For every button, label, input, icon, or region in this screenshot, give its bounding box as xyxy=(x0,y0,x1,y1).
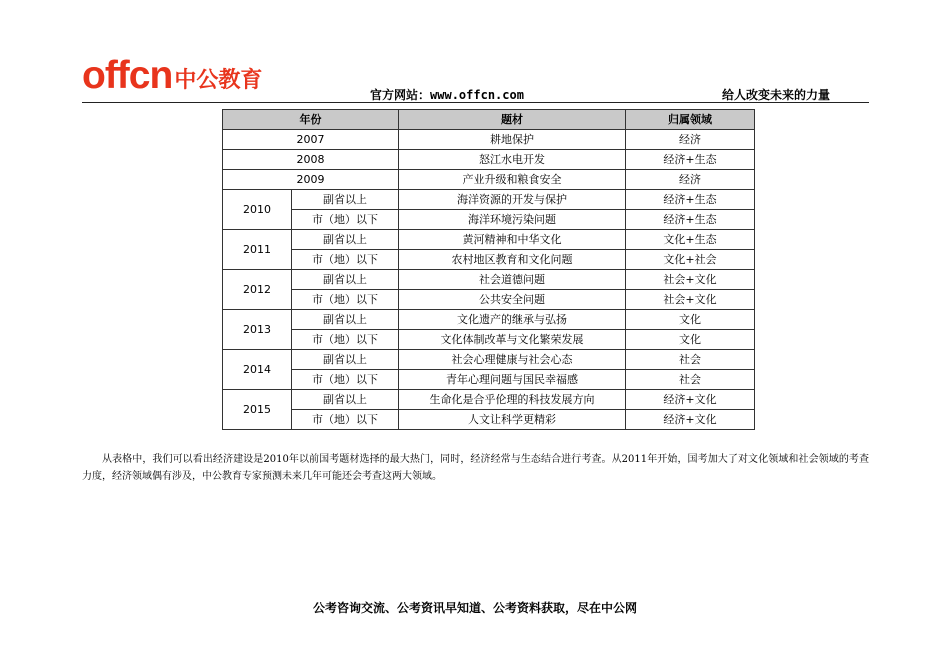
topic-cell: 文化遗产的继承与弘扬 xyxy=(399,310,626,330)
domain-cell: 经济 xyxy=(626,170,755,190)
header-topic: 题材 xyxy=(399,110,626,130)
table-row xyxy=(223,150,755,170)
topic-cell: 公共安全问题 xyxy=(399,290,626,310)
level-cell: 市（地）以下 xyxy=(292,210,399,230)
domain-cell: 经济+生态 xyxy=(626,150,755,170)
domain-cell: 社会 xyxy=(626,370,755,390)
level-cell: 市（地）以下 xyxy=(292,250,399,270)
header-slogan: 给人改变未来的力量 xyxy=(721,88,830,102)
year-cell: 2015 xyxy=(223,390,292,430)
footer-tagline: 公考咨询交流、公考资讯早知道、公考资料获取，尽在中公网 xyxy=(312,601,637,615)
domain-cell: 经济+文化 xyxy=(626,410,755,430)
exam-topics-table xyxy=(222,109,755,430)
level-cell: 副省以上 xyxy=(292,390,399,410)
level-cell: 市（地）以下 xyxy=(292,410,399,430)
site-label: 官方网站： xyxy=(370,88,431,102)
domain-cell: 经济+生态 xyxy=(626,190,755,210)
level-cell: 副省以上 xyxy=(292,350,399,370)
topic-cell: 社会心理健康与社会心态 xyxy=(399,350,626,370)
logo-latin-text: offcn xyxy=(82,54,173,97)
table-row xyxy=(223,170,755,190)
table-row xyxy=(223,210,755,230)
domain-cell: 社会 xyxy=(626,350,755,370)
domain-cell: 文化+生态 xyxy=(626,230,755,250)
analysis-paragraph: 从表格中，我们可以看出经济建设是2010年以前国考题材选择的最大热门，同时，经济经常与生态结合进行考查。从2011年开始，国考加大了对文化领域和社会领域的考查力度，经济领域偶有涉及，中公教育专家预测未来几年可能还会考查这两大领域。 xyxy=(82,454,869,482)
table-row xyxy=(223,230,755,250)
header-divider xyxy=(82,102,869,103)
level-cell: 副省以上 xyxy=(292,190,399,210)
level-cell: 市（地）以下 xyxy=(292,290,399,310)
year-cell: 2008 xyxy=(223,150,399,170)
level-cell: 副省以上 xyxy=(292,230,399,250)
year-cell: 2013 xyxy=(223,310,292,350)
domain-cell: 文化 xyxy=(626,330,755,350)
topic-cell: 耕地保护 xyxy=(399,130,626,150)
topic-cell: 怒江水电开发 xyxy=(399,150,626,170)
domain-cell: 文化 xyxy=(626,310,755,330)
year-cell: 2010 xyxy=(223,190,292,230)
table-row xyxy=(223,270,755,290)
table-row xyxy=(223,130,755,150)
year-cell: 2012 xyxy=(223,270,292,310)
table-row xyxy=(223,290,755,310)
year-cell: 2014 xyxy=(223,350,292,390)
topic-cell: 农村地区教育和文化问题 xyxy=(399,250,626,270)
table-row xyxy=(223,330,755,350)
table-row xyxy=(223,370,755,390)
topic-cell: 青年心理问题与国民幸福感 xyxy=(399,370,626,390)
domain-cell: 经济 xyxy=(626,130,755,150)
topic-cell: 人文让科学更精彩 xyxy=(399,410,626,430)
year-cell: 2009 xyxy=(223,170,399,190)
offcn-logo xyxy=(82,52,262,96)
domain-cell: 文化+社会 xyxy=(626,250,755,270)
level-cell: 市（地）以下 xyxy=(292,330,399,350)
site-url-link[interactable]: www.offcn.com xyxy=(430,88,524,102)
header-domain: 归属领域 xyxy=(626,110,755,130)
official-site xyxy=(370,86,524,103)
level-cell: 市（地）以下 xyxy=(292,370,399,390)
topic-cell: 文化体制改革与文化繁荣发展 xyxy=(399,330,626,350)
domain-cell: 经济+文化 xyxy=(626,390,755,410)
table-row xyxy=(223,310,755,330)
table-row xyxy=(223,390,755,410)
header-year: 年份 xyxy=(223,110,399,130)
level-cell: 副省以上 xyxy=(292,270,399,290)
topic-cell: 海洋资源的开发与保护 xyxy=(399,190,626,210)
table-row xyxy=(223,190,755,210)
domain-cell: 社会+文化 xyxy=(626,290,755,310)
table-row xyxy=(223,410,755,430)
year-cell: 2011 xyxy=(223,230,292,270)
domain-cell: 经济+生态 xyxy=(626,210,755,230)
topic-cell: 黄河精神和中华文化 xyxy=(399,230,626,250)
logo-chinese-text: 中公教育 xyxy=(174,68,263,93)
table-header-row xyxy=(223,110,755,130)
topic-cell: 社会道德问题 xyxy=(399,270,626,290)
topic-cell: 海洋环境污染问题 xyxy=(399,210,626,230)
year-cell: 2007 xyxy=(223,130,399,150)
table-row xyxy=(223,350,755,370)
domain-cell: 社会+文化 xyxy=(626,270,755,290)
topic-cell: 生命化是合乎伦理的科技发展方向 xyxy=(399,390,626,410)
table-row xyxy=(223,250,755,270)
topic-cell: 产业升级和粮食安全 xyxy=(399,170,626,190)
level-cell: 副省以上 xyxy=(292,310,399,330)
